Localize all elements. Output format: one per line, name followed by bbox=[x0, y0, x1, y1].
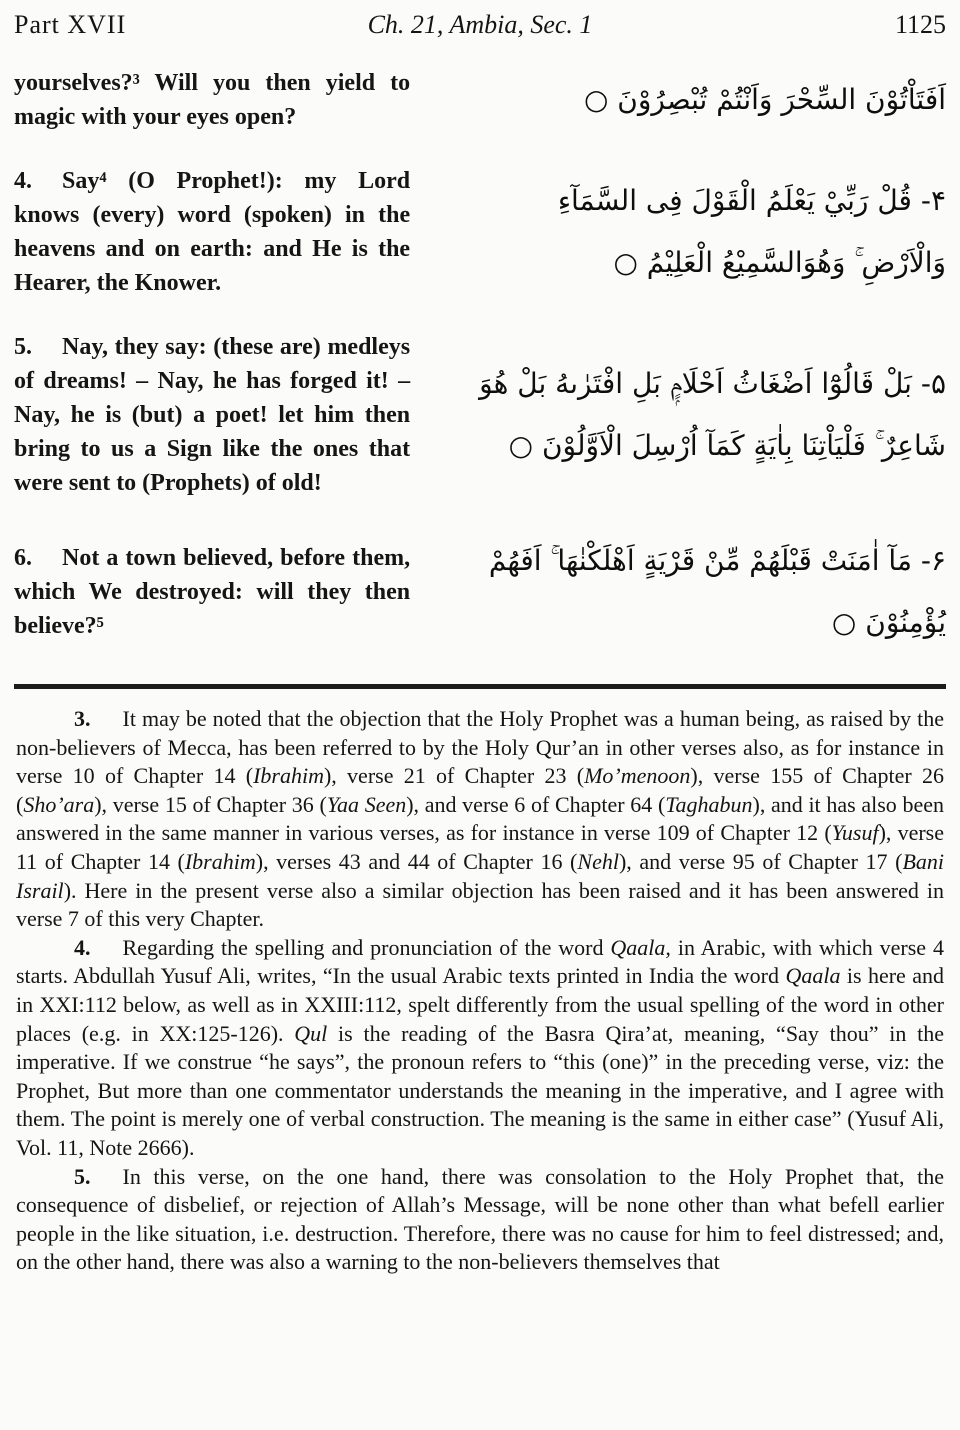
verse-arabic: ۵- بَلْ قَالُوْٓا اَضْغَاثُ اَحْلَامٍۭ بَلِ افْتَرٰىهُ بَلْ هُوَ شَاعِرٌ ۚ فَلْيَاْتِنَا بِاٰيَةٍ كَمَآ اُرْسِلَ الْاَوَّلُوْنَ ○ bbox=[479, 367, 946, 462]
footnote-number: 5. bbox=[74, 1163, 91, 1189]
footnote-text: It may be noted that the objection that the Holy Prophet was a human being, as raised by the non-believers of Mecca, has been referred to by the Holy Qur’an in other verses also, as for instance in verse 10 of Chapter 14 (Ibrahim), verse 21 of Chapter 23 (Mo’menoon), verse 155 of Chapter 26 (Sho’ara), verse 15 of Chapter 36 (Yaa Seen), and verse 6 of Chapter 64 (Taghabun), and it has also been answered in the same manner in various verses, as for instance in verse 109 of Chapter 12 (Yusuf), verse 11 of Chapter 14 (Ibrahim), verses 43 and 44 of Chapter 16 (Nehl), and verse 95 of Chapter 17 (Bani Israil). Here in the present verse also a similar objection has been raised and it has been answered in verse 7 of this very Chapter. bbox=[16, 706, 944, 932]
verse-arabic: ۶- مَآ اٰمَنَتْ قَبْلَهُمْ مِّنْ قَرْيَةٍ اَهْلَكْنٰهَا ۚ اَفَهُمْ يُؤْمِنُوْنَ ○ bbox=[488, 544, 946, 639]
page-header bbox=[14, 10, 946, 40]
verses-section bbox=[14, 66, 946, 654]
verse-english-text: Nay, they say: (these are) medleys of dreams! – Nay, he has forged it! – Nay, he is (but) a poet! let him then bring to us a Sign like the ones that were sent to (Prophets) of old! bbox=[14, 334, 411, 496]
footnote-text: In this verse, on the one hand, there was consolation to the Holy Prophet that, the consequence of disbelief, or rejection of Allah’s Message, will be none other than what befell earlier people in the like situation, i.e. destruction. Therefore, there was no cause for him to feel distressed; and, on the other hand, there was also a warning to the non-believers themselves that bbox=[16, 1163, 944, 1275]
verse-english-text: Say⁴ (O Prophet!): my Lord knows (every) word (spoken) in the heavens and on earth: and He is the Hearer, the Knower. bbox=[14, 168, 411, 296]
verse-number: 6. bbox=[14, 545, 32, 571]
verse-english-text: yourselves?³ Will you then yield to magic with your eyes open? bbox=[14, 70, 411, 130]
footnote bbox=[16, 705, 944, 934]
verse-row bbox=[14, 66, 946, 134]
verse-row bbox=[14, 330, 946, 500]
footnote-text: Regarding the spelling and pronunciation of the word Qaala, in Arabic, with which verse 4 starts. Abdullah Yusuf Ali, writes, “In the usual Arabic texts printed in India the word Qaala is here and in XXI:112 below, as well as in XXIII:112, spelt differently from the usual spelling of the word in other places (e.g. in XX:125-126). Qul is the reading of the Basra Qira’at, meaning, “Say thou” in the imperative. If we construe “he says”, the pronoun refers to “this (one)” in the preceding verse, viz: the Prophet, But more than one commentator understands the meaning in the imperative, and I agree with them. The point is merely one of verbal construction. The meaning is the same in either case” (Yusuf Ali, Vol. 11, Note 2666). bbox=[16, 934, 944, 1160]
verse-arabic: ۴- قُلْ رَبِّيْ يَعْلَمُ الْقَوْلَ فِى السَّمَآءِ وَالْاَرْضِ ۚ وَهُوَالسَّمِيْعُ الْعَلِيْمُ ○ bbox=[557, 184, 946, 279]
footnote bbox=[16, 934, 944, 1163]
verse-row bbox=[14, 164, 946, 300]
header-page-number: 1125 bbox=[894, 10, 947, 39]
footnote-number: 4. bbox=[74, 934, 91, 960]
header-part-label: Part XVII bbox=[14, 10, 127, 39]
verse-english-text: Not a town believed, before them, which We destroyed: will they then believe?⁵ bbox=[14, 545, 411, 639]
verse-number: 5. bbox=[14, 334, 32, 360]
verse-english bbox=[14, 330, 410, 500]
verse-english bbox=[14, 164, 410, 300]
verse-row bbox=[14, 530, 946, 654]
footnote bbox=[16, 1163, 944, 1277]
header-chapter-title: Ch. 21, Ambia, Sec. 1 bbox=[367, 10, 593, 39]
footnote-number: 3. bbox=[74, 706, 91, 731]
verse-english bbox=[14, 66, 410, 134]
verse-number: 4. bbox=[14, 168, 32, 194]
footnote-divider-rule bbox=[14, 684, 946, 689]
verse-arabic: اَفَتَاْتُوْنَ السِّحْرَ وَاَنْتُمْ تُبْصِرُوْنَ ○ bbox=[583, 83, 946, 116]
footnotes-section bbox=[14, 705, 946, 1277]
verse-english bbox=[14, 541, 410, 643]
